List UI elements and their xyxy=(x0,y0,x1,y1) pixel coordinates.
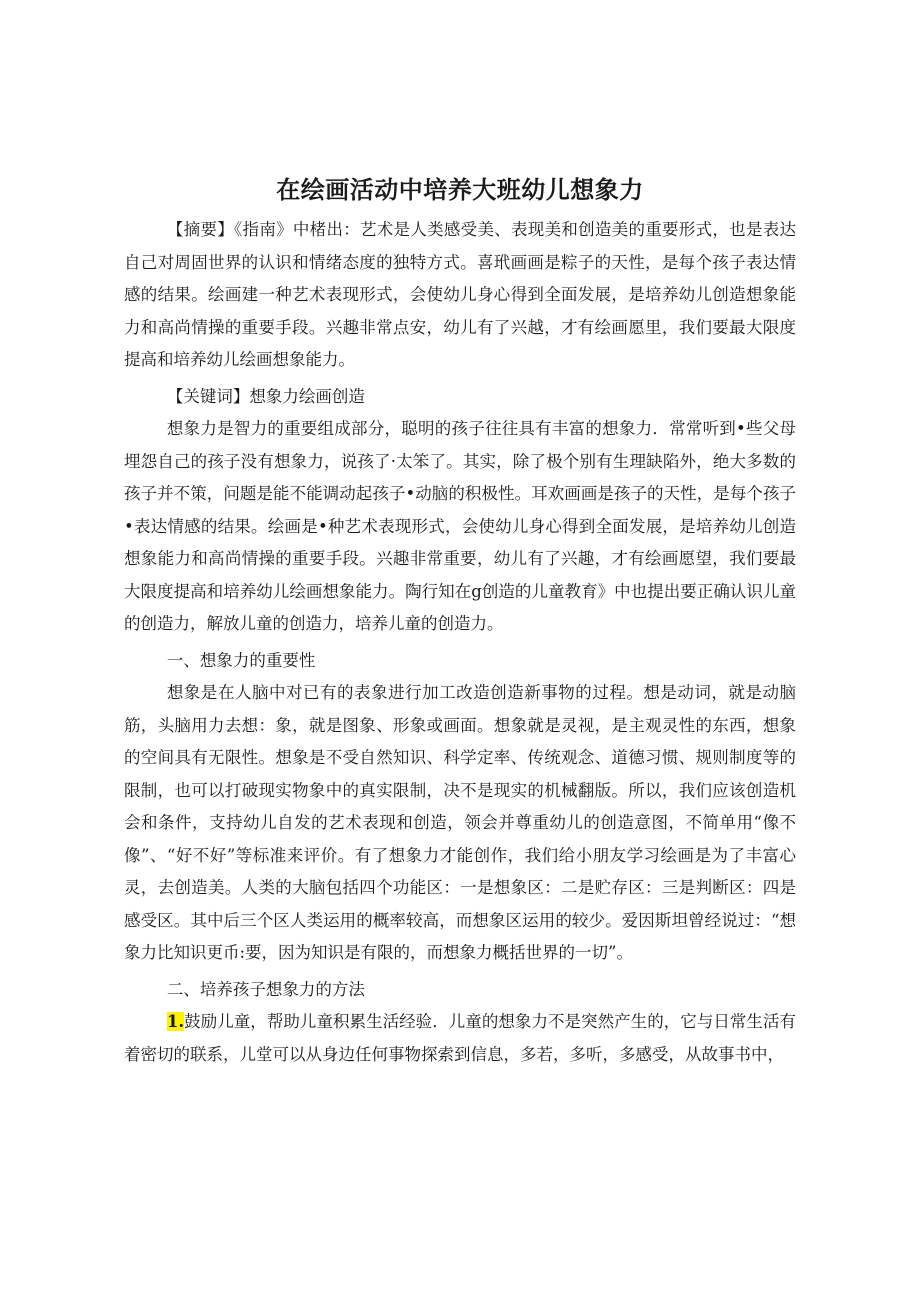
section-2-paragraph-text: 鼓励儿童，帮助儿童积累生活经验．儿童的想象力不是突然产生的，它与日常生活有着密切的联系，儿堂可以从身边任何事物探索到信息，多若，多听，多感受，从故事书中， xyxy=(124,1012,796,1064)
section-2-heading: 二、培养孩子想象力的方法 xyxy=(166,979,365,999)
document-title: 在绘画活动中培养大班幼儿想象力 xyxy=(276,176,644,204)
keywords-paragraph: 【关键词】想象力绘画创造 xyxy=(166,386,365,406)
document-body xyxy=(124,214,796,1071)
section-1-heading: 一、想象力的重要性 xyxy=(166,650,316,670)
abstract-paragraph: 【摘要】《指南》中楮出：艺术是人类感受美、表现美和创造美的重要形式，也是表达自己对周固世界的认识和情绪态度的独特方式。喜玳画画是粽子的天性，是每个孩子表达情感的结果。绘画建一种艺术表现形式，会使幼儿身心得到全面发展，是培养幼儿创造想象能力和高尚情操的重要手段。兴趣非常点安，幼儿有了兴越，才有绘画愿里，我们要最大限度提高和培养幼儿绘画想象能力。 xyxy=(124,220,796,369)
section-1-paragraph: 想象是在人脑中对已有的表象进行加工改造创造新事物的过程。想是动词，就是动脑筋，头脑用力去想：象，就是图象、形象或画面。想象就是灵视，是主观灵性的东西，想象的空间具有无限性。想象是不受自然知识、科学定率、传统观念、道德习惯、规则制度等的限制，也可以打破现实物象中的真实限制，决不是现实的机械翻版。所以，我们应该创造机会和条件，支持幼儿自发的艺术表现和创造，领会并尊重幼儿的创造意图，不简单用“像不像”、“好不好”等标准来评价。有了想象力才能创作，我们给小朋友学习绘画是为了丰富心灵，去创造美。人类的大脑包括四个功能区：一是想象区：二是贮存区：三是判断区：四是感受区。其中后三个区人类运用的概率较高，而想象区运用的较少。爱因斯坦曾经说过：“想象力比知识更币:要，因为知识是有限的，而想象力概括世界的一切”。 xyxy=(124,683,796,962)
section-2-paragraph xyxy=(124,1006,796,1071)
intro-paragraph: 想象力是智力的重要组成部分，聪明的孩子往往具有丰富的想象力．常常听到•些父母埋怨自己的孩子没有想象力，说孩了·太笨了。其实，除了极个别有生理缺陷外，绝大多数的孩子并不策，问题是能不能调动起孩子•动脑的积极性。耳欢画画是孩子的天性，是每个孩子•表达情感的结果。绘画是•种艺术表现形式，会使幼儿身心得到全面发展，是培养幼儿创造想象能力和高尚情操的重要手段。兴趣非常重要，幼儿有了兴趣，才有绘画愿望，我们要最大限度提高和培养幼儿绘画想象能力。陶行知在g创造的儿童教育》中也提出要正确认识儿童的创造力，解放儿童的创造力，培养儿童的创造力。 xyxy=(124,419,796,633)
highlighted-item-number: 1. xyxy=(166,1012,185,1031)
